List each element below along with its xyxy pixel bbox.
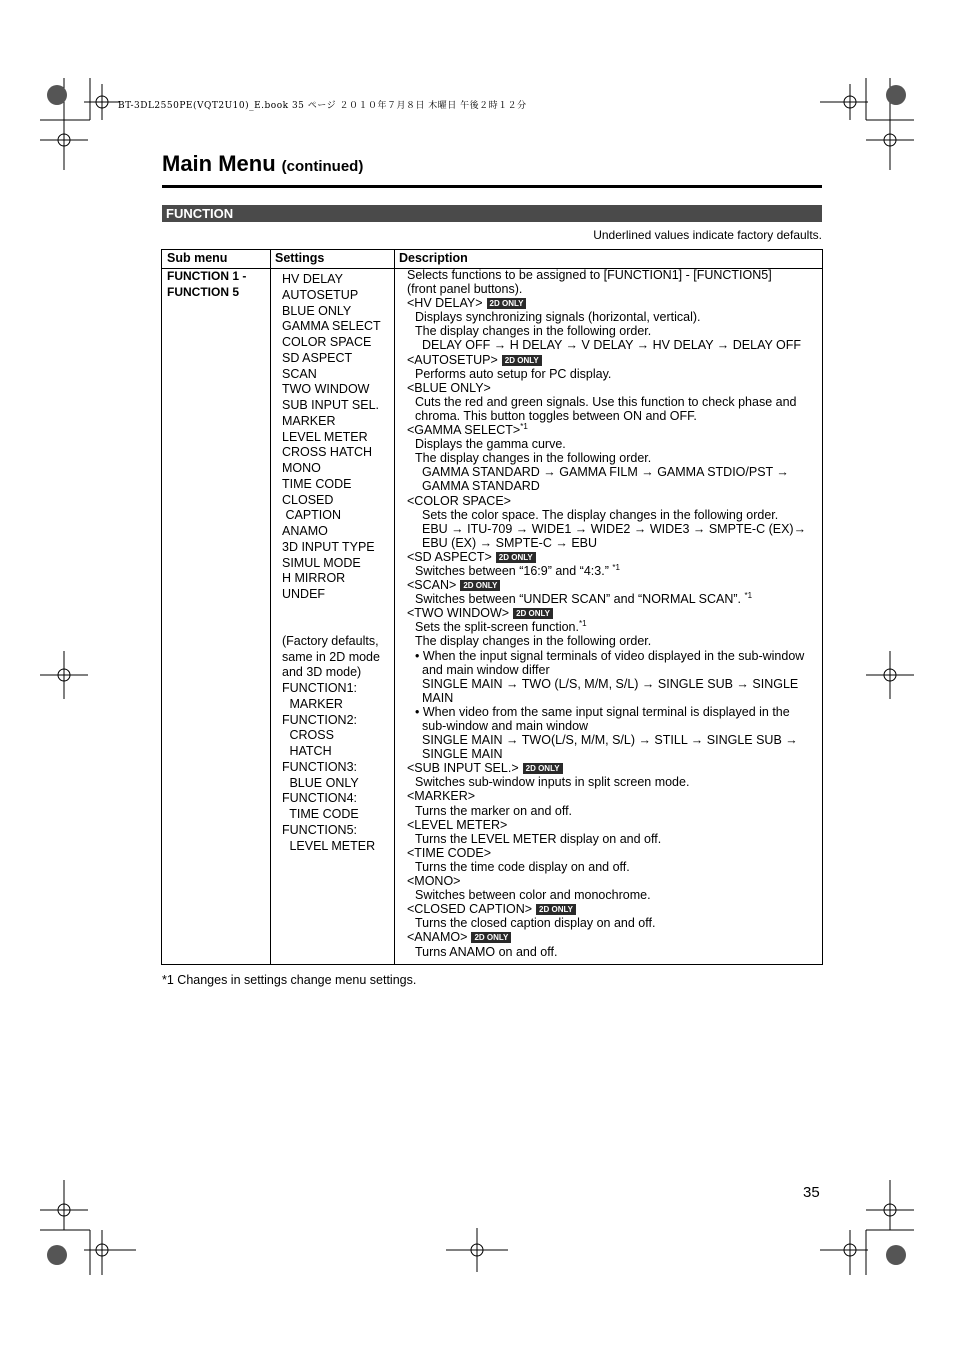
description-text: Displays the gamma curve. bbox=[415, 437, 566, 452]
setting-item: AUTOSETUP bbox=[282, 287, 359, 302]
description-line bbox=[407, 606, 821, 620]
description-text: <AUTOSETUP> bbox=[407, 352, 498, 367]
description-text: The display changes in the following order. bbox=[415, 451, 652, 466]
factory-default-item: FUNCTION5: bbox=[282, 822, 357, 837]
settings-cell bbox=[282, 272, 386, 854]
description-line bbox=[407, 846, 821, 860]
description-line bbox=[407, 719, 821, 733]
description-text: Selects functions to be assigned to [FUNCTION1] - [FUNCTION5] bbox=[407, 268, 772, 282]
description-text: GAMMA STANDARD → GAMMA FILM → GAMMA STDIO/PST → bbox=[422, 465, 789, 480]
description-text: <COLOR SPACE> bbox=[407, 493, 511, 508]
description-line bbox=[407, 395, 821, 409]
description-text: <LEVEL METER> bbox=[407, 817, 508, 832]
setting-item: TWO WINDOW bbox=[282, 382, 370, 397]
setting-item: CROSS HATCH bbox=[282, 445, 373, 460]
description-line bbox=[407, 804, 821, 818]
description-text: <MARKER> bbox=[407, 789, 476, 804]
description-line bbox=[407, 353, 821, 367]
description-line bbox=[407, 818, 821, 832]
submenu-line: FUNCTION 1 - bbox=[167, 269, 247, 283]
setting-item: SD ASPECT bbox=[282, 350, 353, 365]
factory-default-item: HATCH bbox=[286, 744, 332, 758]
factory-default-item: FUNCTION3: bbox=[282, 759, 357, 774]
description-text: Turns ANAMO on and off. bbox=[415, 944, 558, 959]
description-text: <GAMMA SELECT> bbox=[407, 423, 521, 438]
description-line bbox=[407, 310, 821, 324]
description-line bbox=[407, 832, 821, 846]
description-text: EBU → ITU-709 → WIDE1 → WIDE2 → WIDE3 → SMPTE-C (EX)→ bbox=[422, 521, 807, 536]
description-line bbox=[407, 367, 821, 381]
description-text: SINGLE MAIN → TWO (L/S, M/M, S/L) → SINGLE SUB → SINGLE bbox=[422, 676, 799, 691]
setting-item: 3D INPUT TYPE bbox=[282, 539, 375, 554]
footnote-ref: *1 bbox=[578, 619, 587, 629]
2d-only-badge: 2D ONLY bbox=[502, 355, 542, 366]
page-title-main: Main Menu bbox=[162, 151, 276, 176]
setting-item: COLOR SPACE bbox=[282, 335, 372, 349]
description-text: Sets the split-screen function. bbox=[415, 620, 579, 635]
description-line bbox=[407, 916, 821, 930]
description-line bbox=[407, 536, 821, 550]
print-header: BT-3DL2550PE(VQT2U10)_E.book 35 ページ ２０１０年７月８日 木曜日 午後２時１２分 bbox=[118, 101, 527, 111]
description-line bbox=[407, 945, 821, 959]
2d-only-badge: 2D ONLY bbox=[471, 932, 511, 943]
description-text: <CLOSED CAPTION> bbox=[407, 902, 533, 917]
description-text: The display changes in the following order. bbox=[415, 634, 652, 649]
factory-default-item: BLUE ONLY bbox=[286, 775, 359, 790]
2d-only-badge: 2D ONLY bbox=[460, 580, 500, 591]
header-description: Description bbox=[399, 251, 468, 265]
description-text: chroma. This button toggles between ON and OFF. bbox=[415, 408, 697, 423]
factory-default-item: FUNCTION2: bbox=[282, 712, 357, 727]
description-line bbox=[407, 620, 821, 634]
description-text: <HV DELAY> bbox=[407, 296, 483, 311]
description-line bbox=[407, 874, 821, 888]
factory-default-item: LEVEL METER bbox=[286, 838, 376, 853]
factory-default-item: FUNCTION1: bbox=[282, 681, 357, 695]
submenu-cell bbox=[167, 269, 246, 300]
submenu-line: FUNCTION 5 bbox=[167, 284, 239, 299]
2d-only-badge: 2D ONLY bbox=[536, 904, 576, 915]
description-text: <BLUE ONLY> bbox=[407, 380, 491, 395]
footnote-ref: *1 bbox=[520, 421, 528, 431]
description-line bbox=[407, 634, 821, 648]
description-line bbox=[407, 747, 821, 761]
header-submenu: Sub menu bbox=[167, 251, 228, 265]
description-text: Switches sub-window inputs in split screen mode. bbox=[415, 775, 690, 790]
factory-default-item: FUNCTION4: bbox=[282, 791, 357, 806]
description-line bbox=[407, 268, 821, 282]
description-line bbox=[407, 338, 821, 352]
description-cell bbox=[407, 268, 821, 959]
description-line bbox=[407, 437, 821, 451]
description-text: Displays synchronizing signals (horizontal, vertical). bbox=[415, 310, 701, 325]
description-text: Performs auto setup for PC display. bbox=[415, 366, 612, 381]
description-text: EBU (EX) → SMPTE-C → EBU bbox=[422, 535, 598, 550]
description-text: Switches between “UNDER SCAN” and “NORMAL SCAN”. bbox=[415, 592, 745, 607]
setting-item: SIMUL MODE bbox=[282, 555, 361, 570]
description-line bbox=[407, 564, 821, 578]
description-line bbox=[407, 677, 821, 691]
setting-item: BLUE ONLY bbox=[282, 303, 352, 318]
description-text: Cuts the red and green signals. Use this function to check phase and bbox=[415, 394, 797, 409]
description-line bbox=[407, 578, 821, 592]
description-line bbox=[407, 479, 821, 493]
description-line bbox=[407, 592, 821, 606]
setting-item: TIME CODE bbox=[282, 476, 352, 491]
description-line bbox=[407, 508, 821, 522]
description-line bbox=[407, 663, 821, 677]
column-divider bbox=[270, 250, 271, 964]
setting-item: SUB INPUT SEL. bbox=[282, 398, 380, 412]
section-heading: FUNCTION bbox=[162, 205, 822, 222]
function-table bbox=[161, 249, 823, 965]
description-line bbox=[407, 930, 821, 944]
description-line bbox=[407, 649, 821, 663]
page-title bbox=[162, 151, 363, 177]
description-line bbox=[407, 902, 821, 916]
description-line bbox=[407, 705, 821, 719]
description-text: <SUB INPUT SEL.> bbox=[407, 761, 519, 776]
description-line bbox=[407, 465, 821, 479]
description-text: (front panel buttons). bbox=[407, 282, 523, 297]
2d-only-badge: 2D ONLY bbox=[513, 608, 553, 619]
description-text: <SD ASPECT> bbox=[407, 549, 492, 564]
setting-item: LEVEL METER bbox=[282, 429, 368, 444]
footnote-ref: *1 bbox=[744, 591, 753, 600]
description-line bbox=[407, 381, 821, 395]
description-line bbox=[407, 296, 821, 310]
description-line bbox=[407, 494, 821, 508]
description-text: • When the input signal terminals of video displayed in the sub-window bbox=[415, 648, 805, 663]
description-line bbox=[407, 789, 821, 803]
factory-default-item: TIME CODE bbox=[286, 807, 359, 821]
2d-only-badge: 2D ONLY bbox=[496, 552, 536, 563]
setting-item: ANAMO bbox=[282, 524, 328, 538]
factory-default-item: CROSS bbox=[286, 728, 334, 743]
description-text: <MONO> bbox=[407, 874, 461, 889]
setting-item: CAPTION bbox=[282, 508, 342, 523]
description-text: SINGLE MAIN → TWO(L/S, M/M, S/L) → STILL → SINGLE SUB → bbox=[422, 733, 798, 748]
setting-item: H MIRROR bbox=[282, 571, 346, 586]
description-line bbox=[407, 775, 821, 789]
2d-only-badge: 2D ONLY bbox=[487, 298, 527, 309]
description-text: <TWO WINDOW> bbox=[407, 606, 510, 621]
description-text: DELAY OFF → H DELAY → V DELAY → HV DELAY → DELAY OFF bbox=[422, 338, 802, 353]
description-line bbox=[407, 691, 821, 705]
defaults-note: Underlined values indicate factory defaults. bbox=[593, 228, 822, 242]
footnote-ref: *1 bbox=[612, 562, 620, 572]
description-line bbox=[407, 423, 821, 437]
description-text: Switches between “16:9” and “4:3.” bbox=[415, 563, 613, 578]
2d-only-badge: 2D ONLY bbox=[523, 763, 563, 774]
description-text: MAIN bbox=[422, 690, 454, 705]
description-line bbox=[407, 451, 821, 465]
column-divider bbox=[394, 250, 395, 964]
setting-item: HV DELAY bbox=[282, 272, 343, 286]
description-text: Turns the LEVEL METER display on and off. bbox=[415, 831, 662, 846]
title-rule bbox=[162, 185, 822, 188]
description-text: Turns the marker on and off. bbox=[415, 803, 573, 818]
description-text: sub-window and main window bbox=[422, 719, 589, 733]
description-text: SINGLE MAIN bbox=[422, 747, 503, 762]
factory-defaults-note: (Factory defaults, same in 2D mode and 3D mode) bbox=[282, 633, 380, 680]
header-settings: Settings bbox=[275, 251, 325, 265]
description-text: • When video from the same input signal terminal is displayed in the bbox=[415, 704, 790, 719]
setting-item: GAMMA SELECT bbox=[282, 319, 381, 334]
description-line bbox=[407, 522, 821, 536]
description-line bbox=[407, 409, 821, 423]
description-text: Turns the time code display on and off. bbox=[415, 859, 630, 874]
page-number: 35 bbox=[803, 1184, 820, 1201]
page-title-continued: (continued) bbox=[281, 158, 364, 175]
description-line bbox=[407, 733, 821, 747]
description-text: <ANAMO> bbox=[407, 930, 468, 945]
description-text: and main window differ bbox=[422, 662, 550, 677]
setting-item: CLOSED bbox=[282, 492, 334, 507]
description-line bbox=[407, 324, 821, 338]
description-text: GAMMA STANDARD bbox=[422, 479, 540, 494]
description-line bbox=[407, 761, 821, 775]
description-text: <TIME CODE> bbox=[407, 845, 492, 860]
setting-item: MARKER bbox=[282, 413, 336, 428]
setting-item: MONO bbox=[282, 461, 321, 475]
description-text: Turns the closed caption display on and off. bbox=[415, 916, 656, 931]
description-text: Switches between color and monochrome. bbox=[415, 888, 651, 903]
description-line bbox=[407, 282, 821, 296]
description-text: The display changes in the following order. bbox=[415, 324, 652, 339]
description-line bbox=[407, 888, 821, 902]
footnote: *1 Changes in settings change menu settings. bbox=[162, 973, 417, 987]
factory-default-item: MARKER bbox=[286, 696, 343, 711]
setting-item: UNDEF bbox=[282, 587, 326, 601]
setting-item: SCAN bbox=[282, 366, 317, 381]
description-text: Sets the color space. The display changes in the following order. bbox=[422, 507, 779, 522]
description-text: <SCAN> bbox=[407, 578, 457, 593]
description-line bbox=[407, 860, 821, 874]
